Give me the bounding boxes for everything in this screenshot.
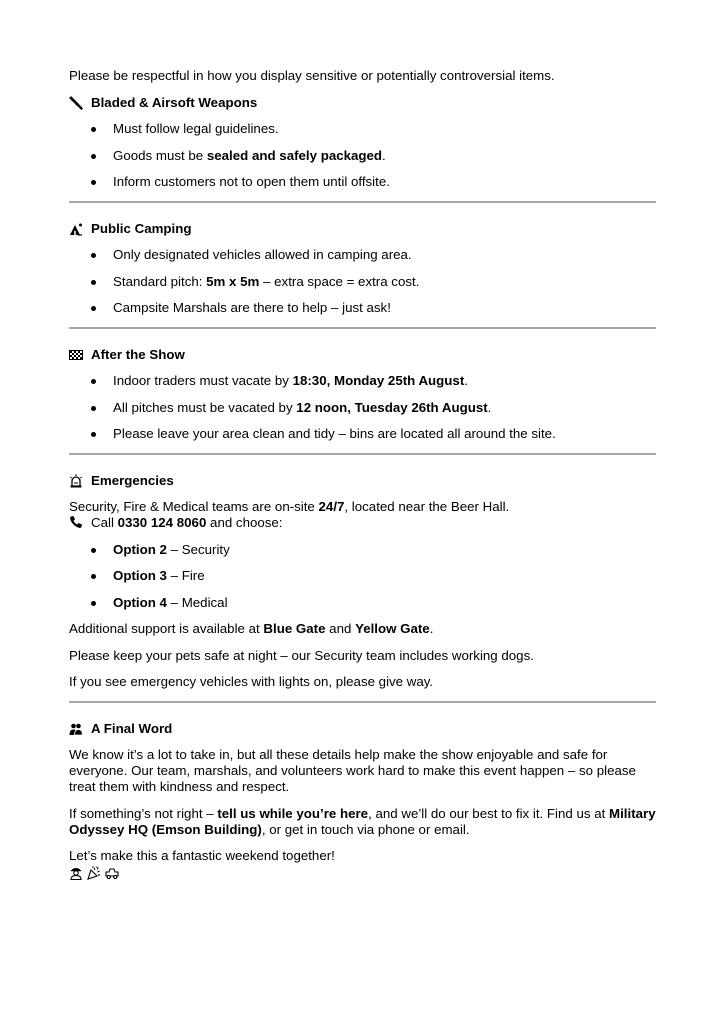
pets-text: Please keep your pets safe at night – our Security team includes working dogs. [69,647,534,663]
closing-text: Let’s make this a fantastic weekend together! [69,848,335,863]
section-heading-final [69,721,656,737]
list-item: Only designated vehicles allowed in camping area. [69,247,656,263]
list-item: Option 4 – Medical [69,595,656,611]
section-divider [69,453,656,455]
camping-icon [69,222,83,236]
list-item: Please leave your area clean and tidy – bins are located all around the site. [69,426,656,442]
emergency-teams-text: Security, Fire & Medical teams are on-site 24/7, located near the Beer Hall. [69,499,510,514]
section-heading-emergencies [69,473,656,489]
section-heading-camping-label: Public Camping [91,220,192,236]
final-paragraph-2: If something’s not right – tell us while you’re here, and we’ll do our best to fix it. Find us at Military Odyssey HQ (Emson Building), or get in touch via phone or email. [69,805,656,837]
list-item: Goods must be sealed and safely packaged. [69,148,656,164]
checkered-flag-icon [69,348,83,362]
list-item: Must follow legal guidelines. [69,121,656,137]
emergency-options-list [69,542,656,611]
list-item: Option 2 – Security [69,542,656,558]
section-divider [69,201,656,203]
section-heading-emergencies-label: Emergencies [91,472,174,488]
people-icon [69,722,83,736]
camping-list [69,247,656,316]
section-divider [69,701,656,703]
section-heading-bladed [69,95,656,111]
list-item: Standard pitch: 5m x 5m – extra space = extra cost. [69,274,656,290]
soldier-icon [69,866,83,880]
list-item: Option 3 – Fire [69,568,656,584]
list-item: All pitches must be vacated by 12 noon, Tuesday 26th August. [69,400,656,416]
section-heading-bladed-label: Bladed & Airsoft Weapons [91,94,258,110]
document-page [69,68,656,880]
list-item: Indoor traders must vacate by 18:30, Monday 25th August. [69,373,656,389]
intro-text: Please be respectful in how you display sensitive or potentially controversial items. [69,68,555,83]
final-paragraph-1: We know it’s a lot to take in, but all these details help make the show enjoyable and safe for everyone. Our team, marshals, and volunteers work hard to make this event happen – so please treat them with kindness and respect. [69,747,636,794]
phone-icon [69,515,83,529]
closing-icons [69,866,656,880]
section-heading-final-label: A Final Word [91,720,173,736]
celebration-icon [87,866,101,880]
after-show-list [69,373,656,442]
knife-icon [69,96,83,110]
bladed-list [69,121,656,190]
section-heading-after-show-label: After the Show [91,346,185,362]
emergency-call-text: Call 0330 124 8060 and choose: [69,515,656,531]
additional-support-text: Additional support is available at Blue Gate and Yellow Gate. [69,621,434,636]
vehicle-icon [105,866,119,880]
section-heading-camping [69,221,656,237]
list-item: Campsite Marshals are there to help – just ask! [69,300,656,316]
section-heading-after-show [69,347,656,363]
emergency-vehicles-text: If you see emergency vehicles with lights on, please give way. [69,674,434,689]
section-divider [69,327,656,329]
list-item: Inform customers not to open them until offsite. [69,174,656,190]
siren-icon [69,474,83,488]
